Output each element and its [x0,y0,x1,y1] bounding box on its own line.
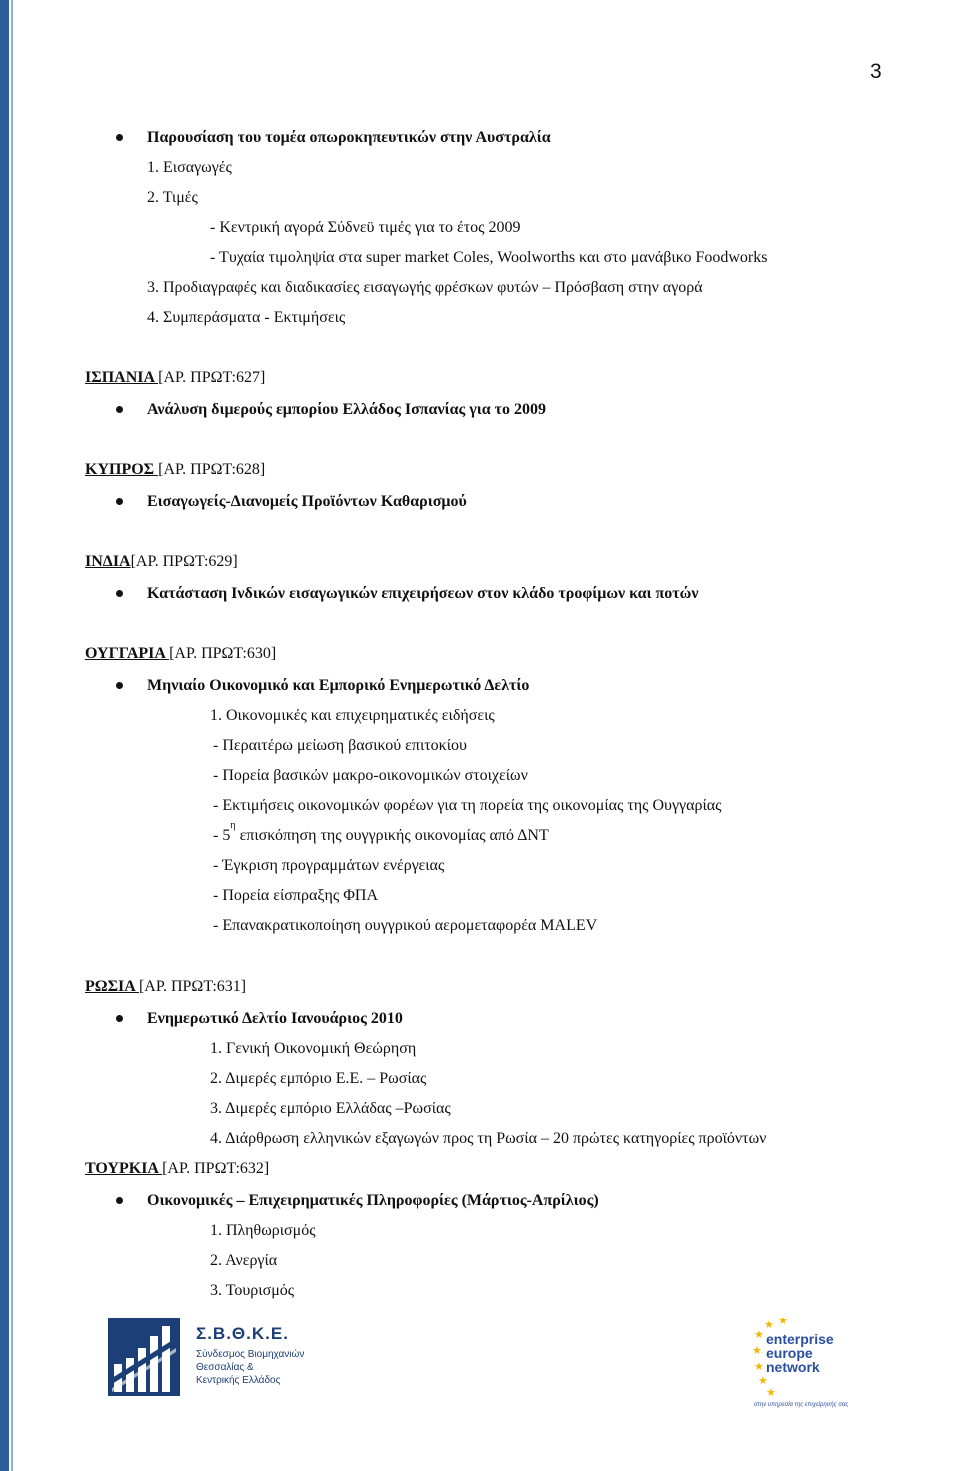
left-border-bar [0,0,9,1471]
protocol-ref: [ΑΡ. ΠΡΩΤ:629] [130,553,238,570]
svg-text:★: ★ [778,1318,788,1327]
logo-subtitle [196,1348,304,1387]
russia-title: Ενημερωτικό Δελτίο Ιανουάριος 2010 [147,1010,403,1027]
network-wordmark [766,1332,834,1374]
hungary-title: Μηνιαίο Οικονομικό και Εμπορικό Ενημερωτικό Δελτίο [147,677,530,694]
country-name: ΤΟΥΡΚΙΑ [85,1160,163,1177]
wordmark-line: network [766,1359,820,1375]
list-item: - Κεντρική αγορά Σύδνεϋ τιμές για το έτος 2009 [210,219,521,236]
bullet-icon [116,134,123,141]
bullet-icon [116,406,123,413]
list-item [213,819,549,846]
list-item: - Έγκριση προγραμμάτων ενέργειας [213,857,445,874]
country-name: ΙΣΠΑΝΙΑ [85,369,159,386]
list-item: - Περαιτέρω μείωση βασικού επιτοκίου [213,737,467,754]
logo-line: Θεσσαλίας & [196,1362,254,1373]
list-item: - Πορεία βασικών μακρο-οικονομικών στοιχείων [213,767,528,784]
bullet-icon [116,1015,123,1022]
list-item: 1. Οικονομικές και επιχειρηματικές ειδήσεις [210,707,495,724]
bullet-icon [116,682,123,689]
logo-acronym: Σ.Β.Θ.Κ.Ε. [196,1324,289,1343]
left-border-line [11,0,13,1471]
list-item-prefix: - 5 [213,827,231,844]
hungary-heading [85,644,276,664]
bullet-icon [116,590,123,597]
list-item: - Τυχαία τιμοληψία στα super market Coles, Woolworths και στο μανάβικο Foodworks [210,249,768,266]
list-item: - Επανακρατικοποίηση ουγγρικού αερομεταφορέα MALEV [213,917,598,934]
india-title: Κατάσταση Ινδικών εισαγωγικών επιχειρήσεων στον κλάδο τροφίμων και ποτών [147,585,699,602]
list-item: 1. Γενική Οικονομική Θεώρηση [210,1040,417,1057]
bullet-icon [116,1197,123,1204]
list-item: 4. Διάρθρωση ελληνικών εξαγωγών προς τη Ρωσία – 20 πρώτες κατηγορίες προϊόντων [210,1130,767,1147]
cyprus-heading [85,460,265,480]
svg-text:★: ★ [754,1360,764,1373]
list-item: 3. Προδιαγραφές και διαδικασίες εισαγωγής φρέσκων φυτών – Πρόσβαση στην αγορά [147,279,703,296]
list-item: - Πορεία είσπραξης ΦΠΑ [213,887,379,904]
protocol-ref: [ΑΡ. ΠΡΩΤ:630] [169,645,277,662]
list-item: 2. Τιμές [147,189,198,206]
wordmark-line: enterprise [766,1331,834,1347]
country-name: ΚΥΠΡΟΣ [85,461,159,478]
enterprise-europe-network-logo [752,1318,852,1418]
svg-text:★: ★ [758,1374,768,1387]
svg-text:★: ★ [766,1386,776,1399]
list-item: - Εκτιμήσεις οικονομικών φορέων για τη πορεία της οικονομίας της Ουγγαρίας [213,797,722,814]
country-name: ΡΩΣΙΑ [85,978,139,995]
turkey-title: Οικονομικές – Επιχειρηματικές Πληροφορίες (Μάρτιος-Απρίλιος) [147,1192,599,1209]
svg-text:★: ★ [752,1344,762,1357]
india-heading [85,552,238,572]
list-item: 4. Συμπεράσματα - Εκτιμήσεις [147,309,346,326]
list-item: 1. Πληθωρισμός [210,1222,316,1239]
protocol-ref: [ΑΡ. ΠΡΩΤ:627] [158,369,266,386]
bullet-icon [116,498,123,505]
turkey-heading [85,1159,269,1179]
list-item: 3. Διμερές εμπόριο Ελλάδας –Ρωσίας [210,1100,451,1117]
country-name: ΟΥΓΓΑΡΙΑ [85,645,170,662]
protocol-ref: [ΑΡ. ΠΡΩΤ:628] [158,461,266,478]
country-name: ΙΝΔΙΑ [85,553,131,570]
sbthke-logo [108,1318,308,1398]
network-tagline: στην υπηρεσία της επιχείρησής σας [754,1402,849,1408]
protocol-ref: [ΑΡ. ΠΡΩΤ:631] [138,978,247,995]
list-item: 1. Εισαγωγές [147,159,232,176]
list-item: 3. Τουρισμός [210,1282,295,1299]
spain-title: Ανάλυση διμερούς εμπορίου Ελλάδος Ισπανίας για το 2009 [147,401,546,418]
russia-heading [85,977,246,997]
cyprus-title: Εισαγωγείς-Διανομείς Προϊόντων Καθαρισμού [147,493,467,510]
svg-text:★: ★ [764,1318,774,1331]
svg-text:★: ★ [754,1328,764,1341]
australia-title: Παρουσίαση του τομέα οπωροκηπευτικών στην Αυστραλία [147,129,551,146]
wordmark-line: europe [766,1345,813,1361]
list-item-text: επισκόπηση της ουγγρικής οικονομίας από ΔΝΤ [235,827,549,844]
superscript: η [230,819,236,831]
spain-heading [85,368,265,388]
list-item: 2. Ανεργία [210,1252,278,1269]
protocol-ref: [ΑΡ. ΠΡΩΤ:632] [162,1160,270,1177]
logo-line: Σύνδεσμος Βιομηχανιών [196,1349,305,1360]
logo-line: Κεντρικής Ελλάδος [196,1375,281,1386]
page-number: 3 [870,60,882,83]
list-item: 2. Διμερές εμπόριο Ε.Ε. – Ρωσίας [210,1070,427,1087]
